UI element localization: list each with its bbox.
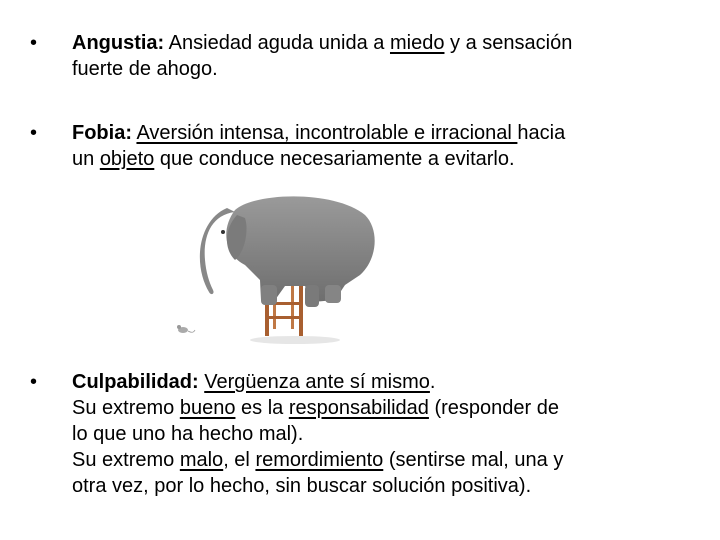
underlined-word: miedo — [389, 32, 445, 54]
text-line — [72, 146, 690, 172]
underlined-word: remordimiento — [255, 449, 384, 471]
text-line — [72, 120, 690, 146]
text-segment: hacia — [517, 122, 566, 144]
text-segment: y a sensación — [444, 32, 573, 54]
text-segment: (responder de — [428, 397, 559, 419]
term-fobia: Fobia: — [72, 122, 132, 144]
elephant-on-chair-image — [165, 190, 405, 350]
bullet-text — [72, 369, 690, 499]
text-line — [72, 30, 690, 56]
underlined-word: responsabilidad — [288, 397, 429, 419]
text-line: lo que uno ha hecho mal). — [72, 423, 304, 445]
bullet-text — [72, 120, 690, 172]
underlined-word: objeto — [99, 148, 155, 170]
mouse — [177, 325, 195, 333]
bullet-text — [72, 30, 690, 82]
bullet-dot: • — [30, 371, 38, 393]
underlined-phrase: Aversión intensa, incontrolable e irracional — [136, 122, 518, 144]
text-segment: es la — [235, 397, 289, 419]
text-segment: (sentirse mal, una y — [383, 449, 564, 471]
bullet-dot: • — [30, 32, 38, 54]
text-segment: . — [429, 371, 436, 393]
text-segment: Ansiedad aguda unida a — [164, 32, 390, 54]
term-angustia: Angustia: — [72, 32, 165, 54]
text-segment: que conduce necesariamente a evitarlo. — [154, 148, 515, 170]
term-culpabilidad: Culpabilidad: — [72, 371, 199, 393]
text-line: fuerte de ahogo. — [72, 58, 218, 80]
text-segment: Su extremo — [72, 397, 180, 419]
text-segment: Su extremo — [72, 449, 180, 471]
text-segment: un — [72, 148, 100, 170]
text-segment: , el — [223, 449, 256, 471]
underlined-word: bueno — [179, 397, 236, 419]
text-line — [72, 369, 690, 395]
underlined-word: malo — [179, 449, 224, 471]
text-line: otra vez, por lo hecho, sin buscar solución positiva). — [72, 475, 532, 497]
text-line — [72, 447, 690, 473]
underlined-phrase: Vergüenza ante sí mismo — [204, 371, 430, 393]
text-line — [72, 395, 690, 421]
elephant — [200, 196, 375, 307]
bullet-dot: • — [30, 122, 38, 144]
shadow — [250, 336, 340, 344]
